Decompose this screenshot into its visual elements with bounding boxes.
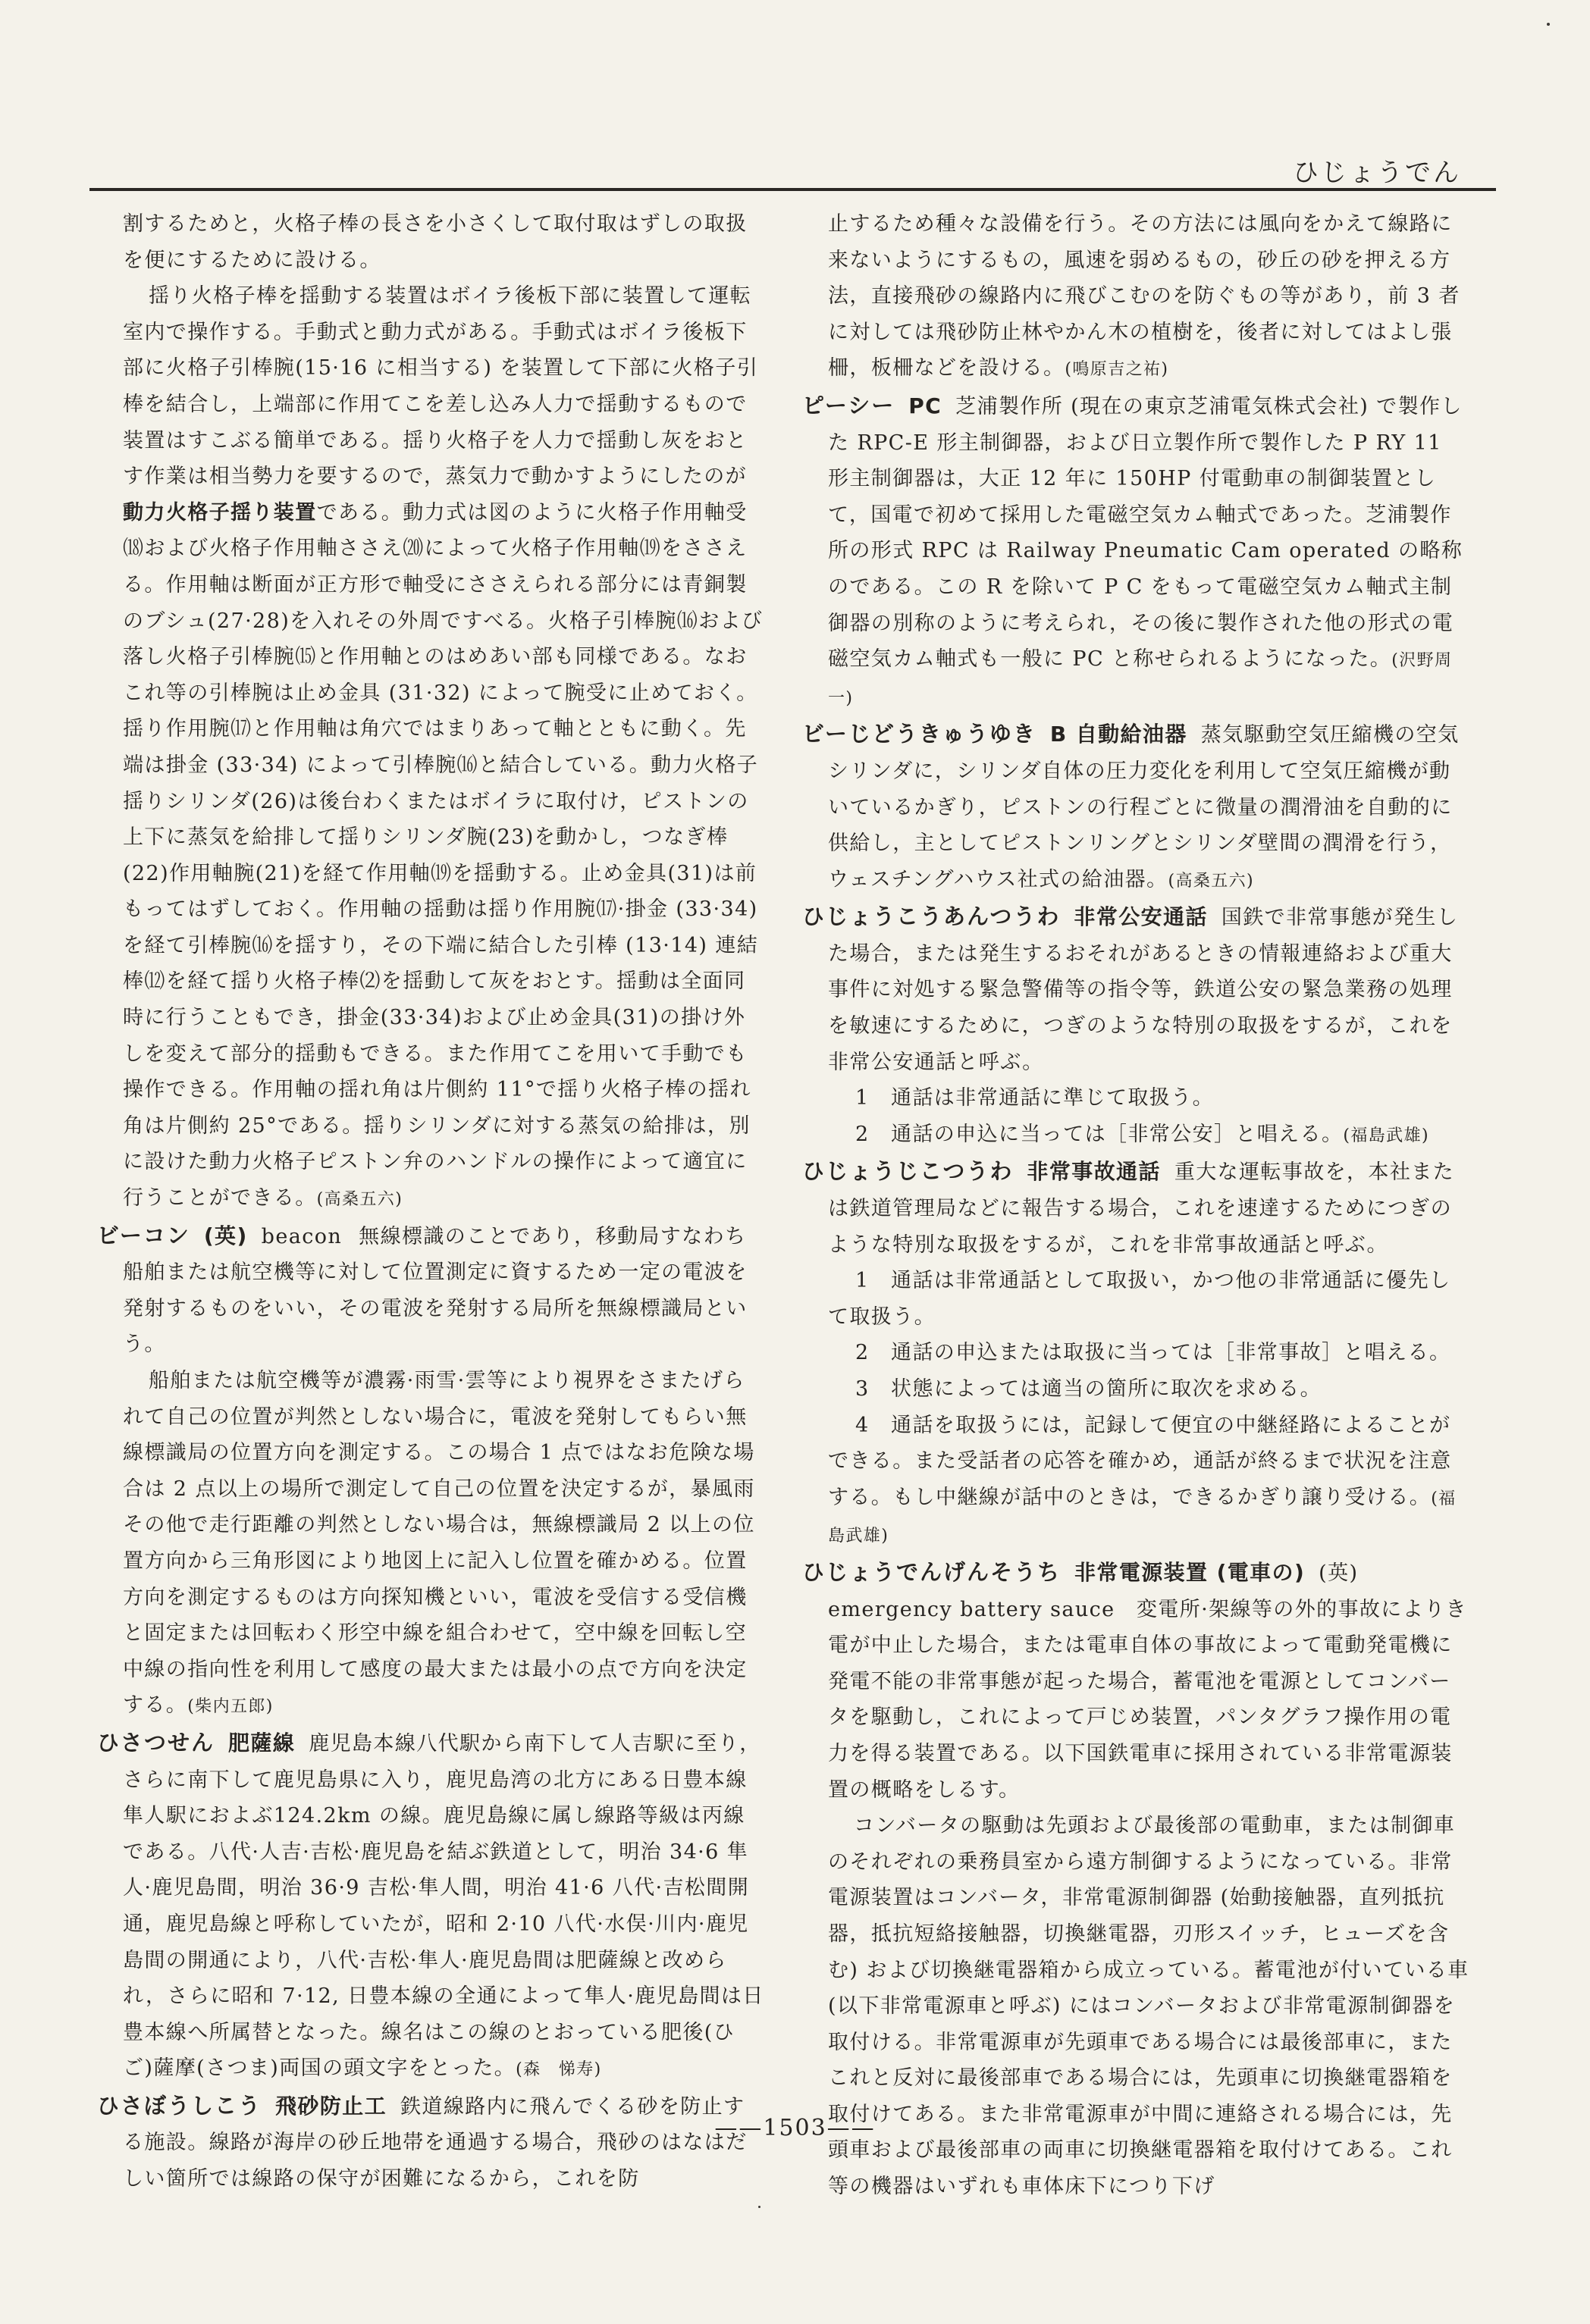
entry-headword: ひじょうこうあんつうわ <box>802 904 1061 930</box>
entry-hisatsusen <box>97 1725 764 2088</box>
entry-headword: ひさぼうしこう <box>97 2092 262 2119</box>
scan-speck <box>758 2206 761 2208</box>
author: (鳴原吉之祐) <box>1065 360 1169 380</box>
author: (森 悌寿) <box>516 2060 602 2080</box>
author: (沢野周一) <box>828 651 1453 708</box>
list-item <box>802 1117 1469 1154</box>
author: (高桑五六) <box>1168 871 1255 891</box>
entry-term: 飛砂防止工 <box>275 2093 387 2119</box>
entry-paragraph: コンバータの駆動は先頭および最後部の電動車，または制御車のそれぞれの乗務員室から遠方制御するようになっている。非常電源装置はコンバータ，非常電源制御器 (始動接触器，直列抵抗器，抵抗短絡接触器，切換継電器，刃形スイッチ，ヒューズを含む) および切換継電器箱から成立っている。蓄電池が付いている車 (以下非常電源車と呼ぶ) にはコンバータおよび非常電源制御器を取付ける。非常電源車が先頭車である場合には最後部車に，またこれと反対に最後部車である場合には，先頭車に切換継電器箱を取付けてある。また非常電源車が中間に連絡される場合には，先頭車および最後部車の両車に切換継電器箱を取付けてある。これ等の機器はいずれも車体床下につり下げ <box>828 1814 1469 2199</box>
entry-definition: 鉄道線路内に飛んでくる砂を防止する施設。線路が海岸の砂丘地帯を通過する場合，飛砂のはなはだしい箇所では線路の保守が困難になるから，これを防 <box>123 2094 748 2191</box>
entry-hijo-dengen <box>802 1555 1469 1592</box>
entry-definition: 蒸気駆動空気圧縮機の空気シリンダに，シリンダ自体の圧力変化を利用して空気圧縮機が動いているかぎり，ピストンの行程ごとに微量の潤滑油を自動的に供給し，主としてピストンリングとシリンダ壁間の潤滑を行う，ウェスチングハウス社式の給油器。 <box>828 723 1460 891</box>
header-rule <box>89 188 1496 191</box>
author: (福島武雄) <box>828 1489 1457 1546</box>
paragraph-text: である。動力式は図のように火格子作用軸受⒅および火格子作用軸ささえ⒇によって火格子作用軸⒆をささえる。作用軸は断面が正方形で軸受にささえられる部分には青銅製のブシュ(27·28)を入れその外周ですべる。火格子引棒腕⒃および落し火格子引棒腕⒂と作用軸とのはめあい部も同様である。なおこれ等の引棒腕は止め金具 (31·32) によって腕受に止めておく。揺り作用腕⒄と作用軸は角穴ではまりあって軸とともに動く。先端は掛金 (33·34) によって引棒腕⒃と結合している。動力火格子揺りシリンダ(26)は後台わくまたはボイラに取付け，ピストンの上下に蒸気を給排して揺りシリンダ腕(23)を動かし，つなぎ棒(22)作用軸腕(21)を経て作用軸⒆を揺動する。止め金具(31)は前もってはずしておく。作用軸の揺動は揺り作用腕⒄·掛金 (33·34) を経て引棒腕⒃を揺すり，その下端に結合した引棒 (13·14) 連結棒⑿を経て揺り火格子棒⑵を揺動して灰をおとす。揺動は全面同時に行うこともでき，掛金(33·34)および止め金具(31)の掛け外しを変えて部分的揺動もできる。また作用てこを用いて手動でも操作できる。作用軸の揺れ角は片側約 11°で揺り火格子棒の揺れ角は片側約 25°である。揺りシリンダに対する蒸気の給排は，別に設けた動力火格子ピストン弁のハンドルの操作によって適宜に行うことができる。 <box>123 500 764 1211</box>
list-item: 3 状態によっては適当の箇所に取次を求める。 <box>855 1377 1322 1401</box>
entry-headword: ひさつせん <box>97 1729 215 1756</box>
entry-definition: emergency battery sauce 変電所·架線等の外的事故によりき電が中止した場合，または電車自体の事故によって電動発電機に発電不能の非常事態が起った場合，蓄電池を電源としてコンバータを駆動し，これによって戸じめ装置，パンタグラフ操作用の電力を得る装置である。以下国鉄電車に採用されている非常電源装置の概略をしるす。 <box>828 1597 1467 1802</box>
entry-koan-tsuwa <box>802 899 1469 1080</box>
author: (福島武雄) <box>1343 1126 1429 1145</box>
paragraph-text: 揺り火格子棒を揺動する装置はボイラ後板下部に装置して運転室内で操作する。手動式と動力式がある。手動式はボイラ後板下部に火格子引棒腕(15·16 に相当する) を装置して下部に火格子引棒を結合し，上端部に作用てこを差し込み人力で揺動するもので装置はすこぶる簡単である。揺り火格子を人力で揺動し灰をおとす作業は相当勢力を要するので，蒸気力で動かすようにしたのが <box>123 284 759 489</box>
entry-term: 非常電源装置 (電車の) <box>1074 1559 1306 1585</box>
list-item-text: 4 通話を取扱うには，記録して便宜の中継経路によることができる。また受話者の応答を確かめ，通話が終るまで状況を注意する。もし中継線が話中のときは，できるかぎり譲り受ける。 <box>828 1413 1452 1509</box>
author: (高桑五六) <box>316 1190 403 1210</box>
author: (柴内五郎) <box>187 1697 274 1717</box>
entry-definition: 重大な運転事故を，本社または鉄道管理局などに報告する場合，これを速達するためにつぎのような特別な取扱をするが，これを非常事故通話と呼ぶ。 <box>828 1160 1455 1257</box>
entry-headword: ひじょうでんげんそうち <box>802 1558 1062 1585</box>
left-column <box>97 206 764 2197</box>
entry-hisaboushikou <box>97 2088 764 2197</box>
entry-term: 肥薩線 <box>228 1730 296 1756</box>
entry-headword: ピーシー <box>802 392 895 418</box>
entry-definition: 国鉄で非常事態が発生した場合，または発生するおそれがあるときの情報連絡および重大事件に対処する緊急警備等の指令等，鉄道公安の緊急業務の処理を敏速にするために，つぎのような特別の取扱をするが，これを非常公安通話と呼ぶ。 <box>828 906 1459 1074</box>
entry-pc <box>802 388 1469 716</box>
entry-b-lubricator <box>802 716 1469 899</box>
entry-headword: ビーじどうきゅうゆき <box>802 721 1036 747</box>
list-item: 1 通話は非常通話として取扱い，かつ他の非常通話に優先して取扱う。 <box>828 1269 1451 1329</box>
entry-term: 非常事故通話 <box>1027 1159 1161 1185</box>
entry-headword: ひじょうじこつうわ <box>802 1158 1014 1185</box>
entry-language: (英) <box>203 1223 248 1248</box>
entry-term: beacon <box>261 1224 343 1248</box>
entry-term: 非常公安通話 <box>1074 904 1208 930</box>
running-header: ひじょうでん <box>1293 158 1461 188</box>
right-column <box>802 206 1469 2205</box>
list-item: 2 通話の申込または取扱に当っては［非常事故］と唱える。 <box>855 1341 1451 1365</box>
list-item <box>802 1408 1469 1555</box>
page-number: ——1503—— <box>714 2115 876 2141</box>
paragraph-text: 船舶または航空機等が濃霧·雨雪·雲等により視界をさまたげられて自己の位置が判然としない場合に，電波を発射してもらい無線標識局の位置方向を測定する。この場合 1 点ではなお危険な場合は 2 点以上の場所で測定して自己の位置を決定するが，暴風雨その他で走行距離の判然としない場合は，無線標識局 2 以上の位置方向から三角形図により地図上に記入し位置を確かめる。位置方向を測定するものは方向探知機といい，電波を受信する受信機と固定または回転わく形空中線を組合わせて，空中線を回転し空中線の指向性を利用して感度の最大または最小の点で方向を決定する。 <box>123 1369 755 1718</box>
entry-headword: ビーコン <box>97 1222 190 1248</box>
list-item: 1 通話は非常通話に準じて取扱う。 <box>855 1086 1214 1110</box>
entry-definition: 無線標識のことであり，移動局すなわち船舶または航空機等に対して位置測定に資するため一定の電波を発射するものをいい，その電波を発射する局所を無線標識局という。 <box>123 1224 748 1357</box>
entry-paragraph <box>97 1363 764 1725</box>
list-item-text: 2 通話の申込に当っては［非常公安］と唱える。 <box>855 1122 1344 1146</box>
entry-term: PC <box>908 393 942 418</box>
scan-speck <box>1547 23 1550 26</box>
entry-jiko-tsuwa <box>802 1154 1469 1263</box>
continuation-text <box>802 206 1469 388</box>
entry-language: (英) <box>1319 1561 1359 1585</box>
entry-definition: 鹿児島本線八代駅から南下して人吉駅に至り，さらに南下して鹿児島県に入り，鹿児島湾の北方にある日豊本線隼人駅におよぶ124.2km の線。鹿児島線に属し線路等級は丙線である。八代·人吉·吉松·鹿児島を結ぶ鉄道として，明治 34·6 隼人·鹿児島間，明治 36·9 吉松·隼人間，明治 41·6 八代·吉松間開通，鹿児島線と呼称していたが，昭和 2·10 八代·水俣·川内·鹿児島間の開通により，八代·吉松·隼人·鹿児島間は肥薩線と改められ，さらに昭和 7·12, 日豊本線の全通によって隼人·鹿児島間は日豊本線へ所属替となった。線名はこの線のとおっている肥後(ひご)薩摩(さつま)両国の頭文字をとった。 <box>123 1731 764 2081</box>
bold-term: 動力火格子揺り装置 <box>123 500 317 525</box>
entry-beacon <box>97 1218 764 1363</box>
paragraph-text: 止するため種々な設備を行う。その方法には風向をかえて線路に来ないようにするもの，風速を弱めるもの，砂丘の砂を押える方法，直接飛砂の線路内に飛びこむのを防ぐもの等があり，前 3 者に対しては飛砂防止林やかん木の植樹を，後者に対してはよし張柵，板柵などを設ける。 <box>828 212 1460 381</box>
continuation-text: 割するためと，火格子棒の長さを小さくして取付取はずしの取扱を便にするために設ける。 <box>123 212 748 272</box>
continuation-paragraph <box>97 278 764 1217</box>
entry-term: B 自動給油器 <box>1049 722 1187 747</box>
entry-definition: 芝浦製作所 (現在の東京芝浦電気株式会社) で製作した RPC-E 形主制御器，および日立製作所で製作した P RY 11 形主制御器は，大正 12 年に 150HP 付電動車の制御装置として，国電で初めて採用した電磁空気カム軸式であった。芝浦製作所の形式 RPC は Railway Pneumatic Cam operated の略称のである。この R を除いて P C をもって電磁空気カム軸式主制御器の別称のように考えられ，その後に製作された他の形式の電磁空気カム軸式も一般に PC と称せられるようになった。 <box>828 394 1463 672</box>
